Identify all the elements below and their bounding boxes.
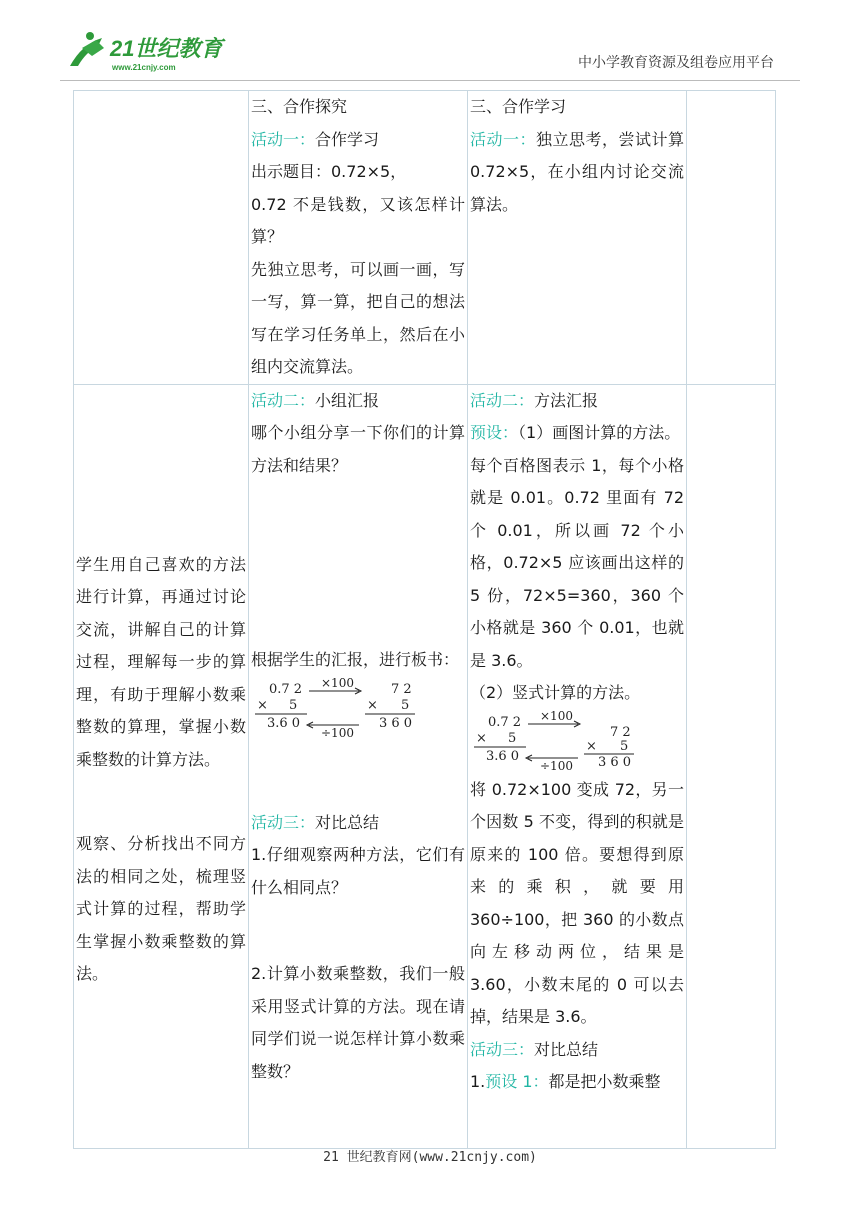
cell-teacher-activity [249, 384, 468, 1148]
preset-text: 1.预设 1：都是把小数乘整 [470, 1072, 661, 1091]
svg-text:×: × [257, 697, 268, 713]
intent-text: 观察、分析找出不同方法的相同之处，梳理竖式计算的过程，帮助学生掌握小数乘整数的算法。 [76, 834, 246, 983]
section-title: 三、合作探究 [251, 97, 348, 116]
cell-teacher-activity [249, 91, 468, 385]
svg-text:5: 5 [620, 738, 629, 754]
svg-text:÷100: ÷100 [540, 758, 573, 773]
svg-text:×100: ×100 [540, 709, 573, 723]
preset-text: 预设：（1）画图计算的方法。 [470, 423, 681, 442]
page-footer: 21 世纪教育网(www.21cnjy.com) [323, 1150, 537, 1165]
question-text: 1.仔细观察两种方法，它们有什么相同点？ [251, 845, 465, 897]
logo-url: www.21cnjy.com [112, 63, 176, 72]
question-text: 0.72 不是钱数，又该怎样计算？ [251, 194, 465, 246]
svg-text:7 2: 7 2 [610, 724, 631, 740]
cell-notes [687, 384, 776, 1148]
section-title: 三、合作学习 [470, 97, 567, 116]
cell-notes [687, 91, 776, 385]
svg-text:×100: ×100 [321, 676, 354, 690]
page-header [0, 0, 860, 90]
method-explanation: 每个百格图表示 1，每个小格就是 0.01。0.72 里面有 72 个 0.01，所以画 72 个小格，0.72×5 应该画出这样的 5 份，72×5=360，360 个小格就是 360 个 0.01，也就是 3.6。 [470, 455, 684, 670]
logo-21cnjy [62, 26, 232, 76]
table-row [74, 91, 776, 385]
instruction-text: 根据学生的汇报，进行板书： [251, 650, 460, 669]
question-text: 2.计算小数乘整数，我们一般采用竖式计算的方法。现在请同学们说一说怎样计算小数乘整数？ [251, 964, 465, 1081]
activity-heading: 活动一：合作学习 [251, 129, 380, 149]
intent-text: 学生用自己喜欢的方法进行计算，再通过讨论交流，讲解自己的计算过程，理解每一步的算理，有助于理解小数乘整数的算理，掌握小数乘整数的计算方法。 [76, 554, 246, 769]
student-calculation [470, 710, 650, 774]
svg-text:÷100: ÷100 [321, 725, 354, 740]
svg-text:0.7 2: 0.7 2 [488, 714, 522, 730]
header-divider [60, 80, 800, 81]
method-explanation: 将 0.72×100 变成 72，另一个因数 5 不变，得到的积就是原来的 100 倍。要想得到原来的乘积，就要用 360÷100，把 360 的小数点向左移动两位，结果是 3.60，小数末尾的 0 可以去掉，结果是 3.6。 [470, 779, 684, 1026]
logo-title: 21世纪教育 [110, 36, 223, 61]
question-text: 出示题目：0.72×5， [251, 162, 407, 181]
activity-text: 活动一：独立思考，尝试计算 0.72×5，在小组内讨论交流算法。 [470, 129, 684, 214]
activity-heading: 活动三：对比总结 [470, 1039, 599, 1059]
cell-student-activity [468, 91, 687, 385]
lesson-table [73, 90, 776, 1149]
activity-heading: 活动三：对比总结 [251, 812, 380, 832]
svg-text:0.7 2: 0.7 2 [269, 681, 303, 697]
cell-design-intent [74, 91, 249, 385]
board-calculation [251, 677, 431, 741]
activity-heading: 活动二：方法汇报 [470, 390, 599, 410]
svg-text:5: 5 [508, 730, 517, 746]
svg-text:3.6 0: 3.6 0 [486, 748, 520, 764]
svg-text:3 6 0: 3 6 0 [379, 715, 413, 731]
svg-text:×: × [367, 697, 378, 713]
svg-text:×: × [476, 730, 487, 746]
site-name: 中小学教育资源及组卷应用平台 [578, 55, 774, 71]
instruction-text: 先独立思考，可以画一画，写一写，算一算，把自己的想法写在学习任务单上，然后在小组内交流算法。 [251, 259, 465, 376]
svg-text:5: 5 [289, 697, 298, 713]
table-row [74, 384, 776, 1148]
svg-text:3.6 0: 3.6 0 [267, 715, 301, 731]
svg-text:3 6 0: 3 6 0 [598, 754, 632, 770]
svg-text:7 2: 7 2 [391, 681, 412, 697]
method-heading: （2）竖式计算的方法。 [470, 683, 641, 702]
cell-student-activity [468, 384, 687, 1148]
activity-heading: 活动二：小组汇报 [251, 390, 380, 410]
cell-design-intent [74, 384, 249, 1148]
svg-text:5: 5 [401, 697, 410, 713]
question-text: 哪个小组分享一下你们的计算方法和结果？ [251, 423, 465, 475]
svg-text:×: × [586, 738, 597, 754]
